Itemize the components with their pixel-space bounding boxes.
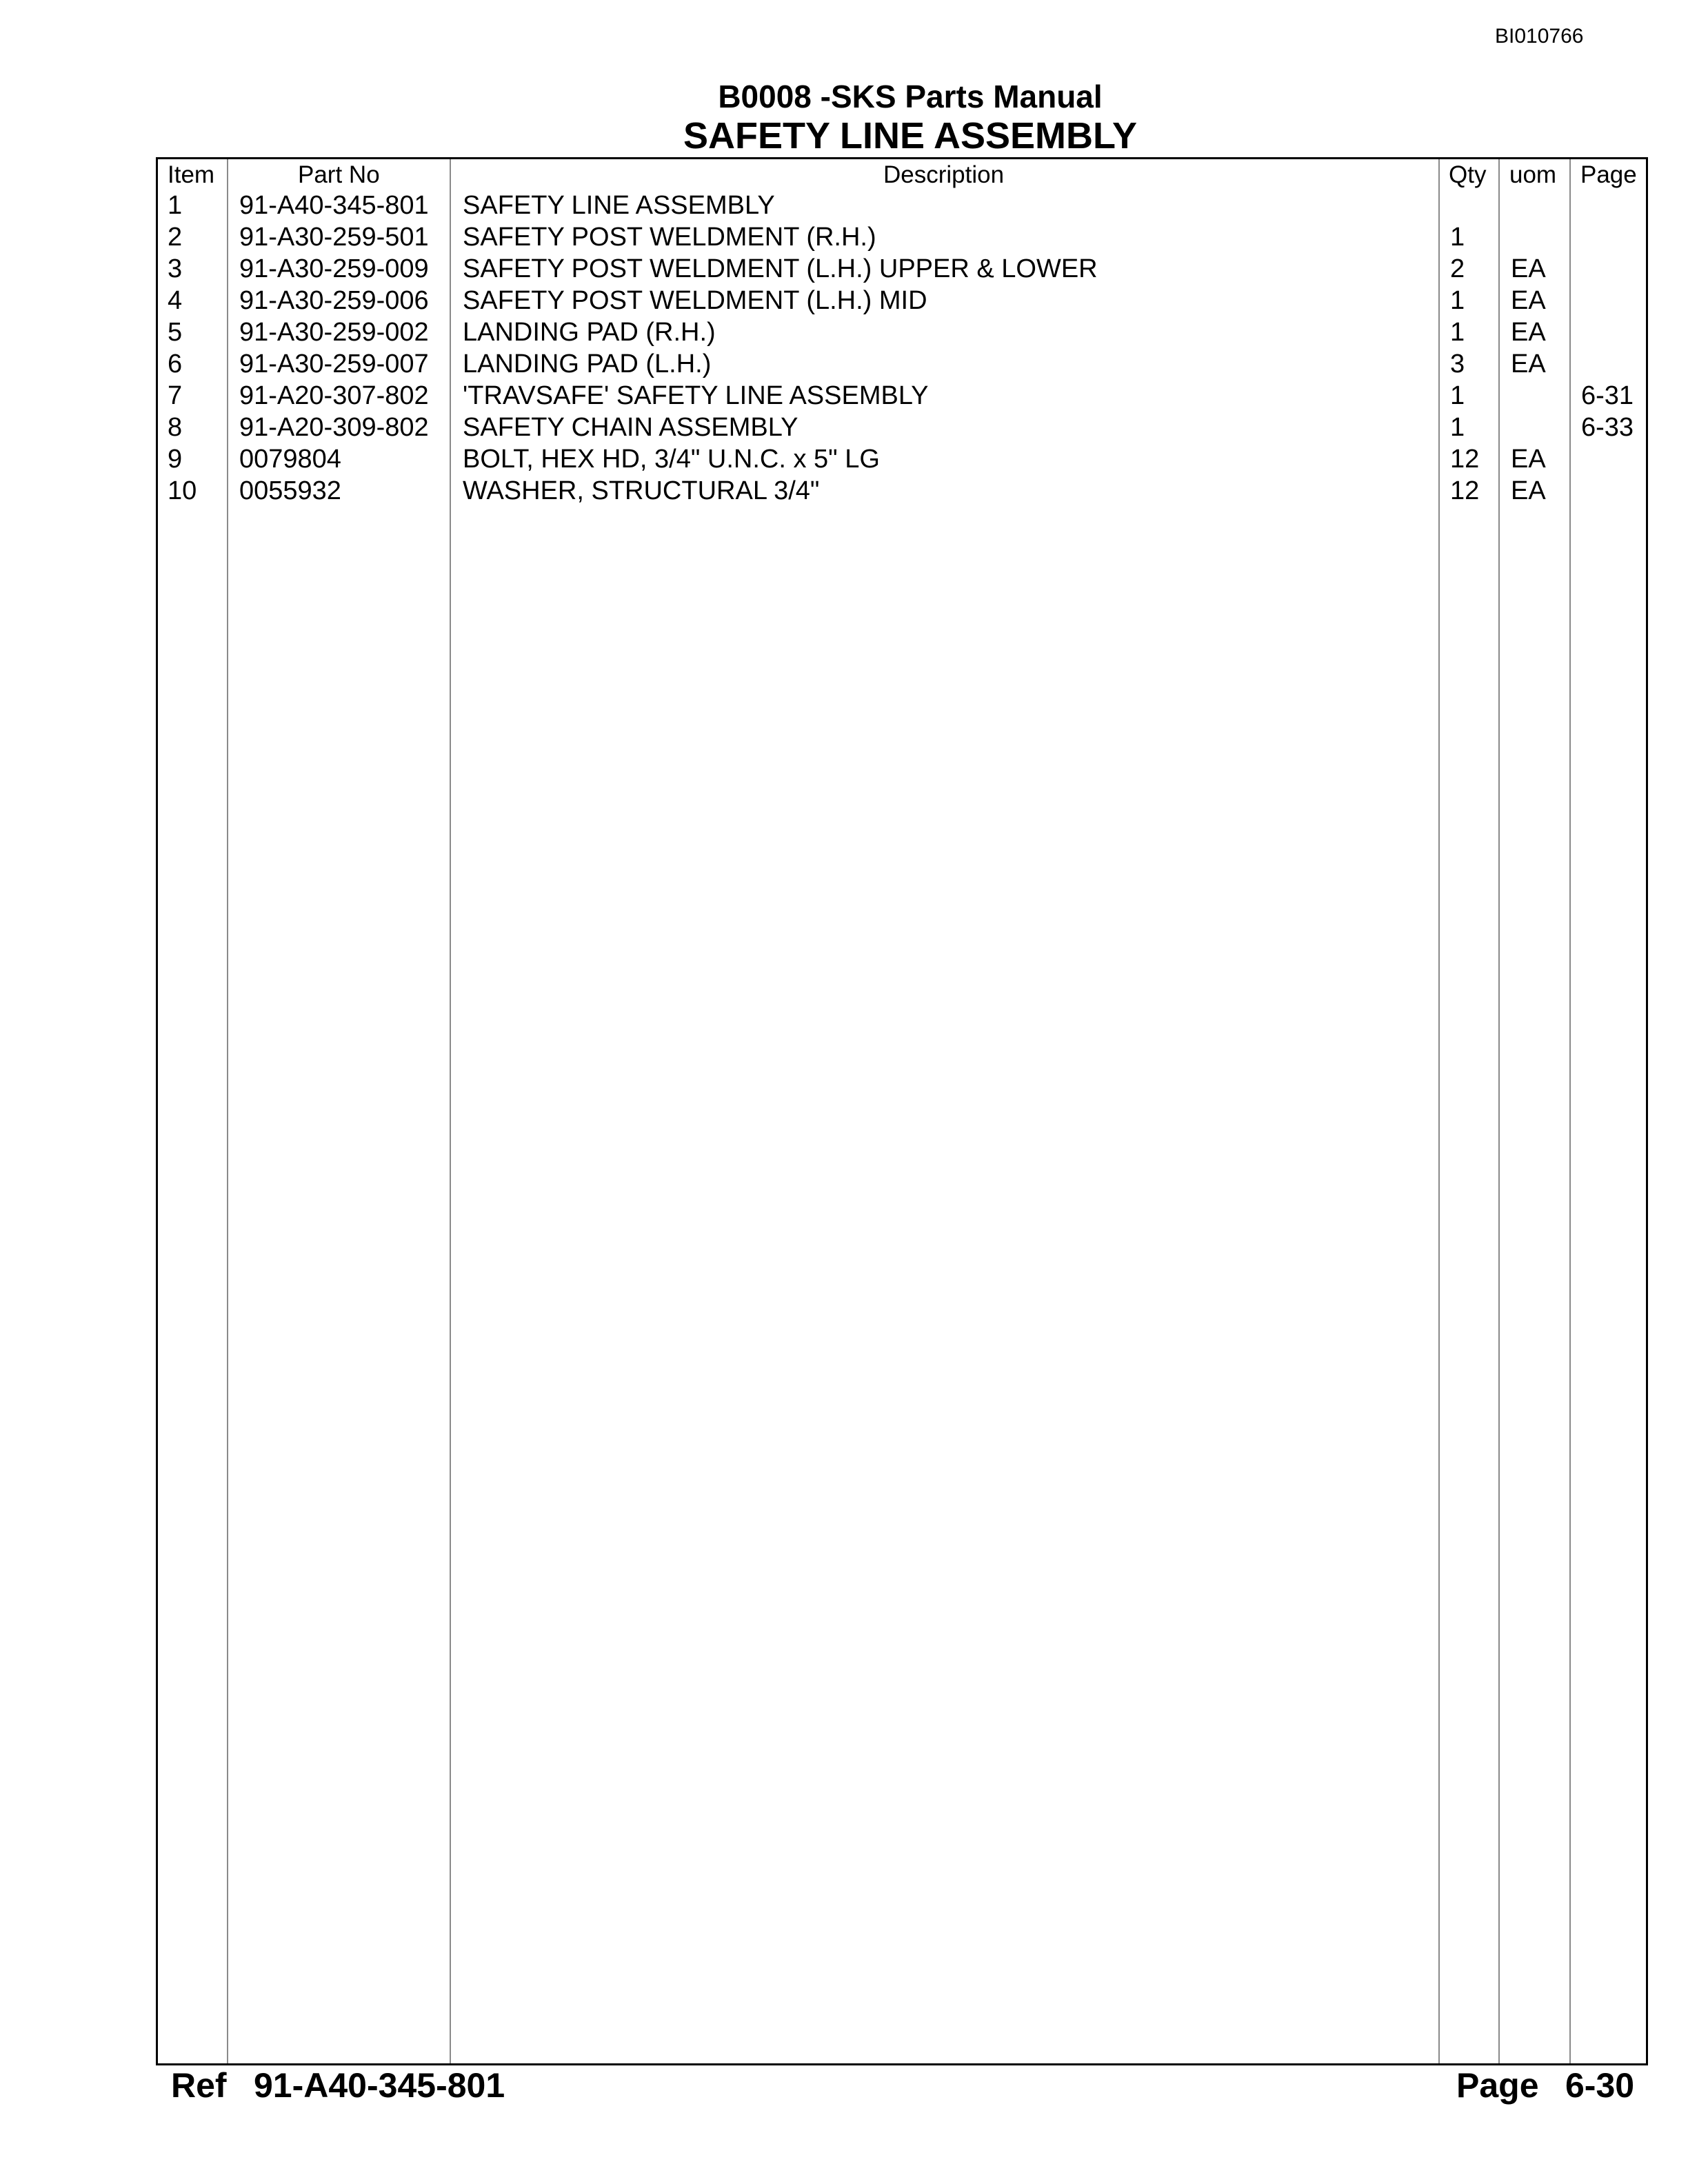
cell-uom: EA	[1511, 445, 1546, 474]
cell-uom: EA	[1511, 286, 1546, 315]
cell-page: 6-33	[1580, 413, 1634, 442]
cell-description: BOLT, HEX HD, 3/4" U.N.C. x 5" LG	[463, 445, 880, 474]
column-divider	[227, 159, 228, 2063]
cell-description: SAFETY POST WELDMENT (R.H.)	[463, 223, 876, 252]
document-id: BI010766	[1495, 25, 1584, 48]
cell-item: 2	[168, 223, 183, 252]
cell-item: 9	[168, 445, 183, 474]
column-divider	[1438, 159, 1440, 2063]
header-description: Description	[883, 161, 1005, 188]
column-divider	[450, 159, 451, 2063]
cell-item: 6	[168, 350, 183, 378]
cell-part-no: 0055932	[239, 476, 341, 505]
cell-uom: EA	[1511, 350, 1546, 378]
header-part-no: Part No	[298, 161, 380, 188]
cell-part-no: 91-A20-309-802	[239, 413, 429, 442]
cell-item: 10	[168, 476, 197, 505]
cell-qty: 1	[1450, 318, 1465, 347]
cell-part-no: 91-A30-259-007	[239, 350, 429, 378]
cell-uom: EA	[1511, 476, 1546, 505]
column-divider	[1498, 159, 1500, 2063]
cell-description: WASHER, STRUCTURAL 3/4"	[463, 476, 820, 505]
header-page: Page	[1580, 161, 1637, 188]
cell-part-no: 91-A30-259-009	[239, 254, 429, 283]
cell-qty: 12	[1450, 476, 1480, 505]
cell-item: 4	[168, 286, 183, 315]
cell-uom: EA	[1511, 318, 1546, 347]
cell-description: SAFETY LINE ASSEMBLY	[463, 191, 775, 220]
cell-qty: 1	[1450, 413, 1465, 442]
header-uom: uom	[1509, 161, 1557, 188]
header-qty: Qty	[1449, 161, 1487, 188]
cell-description: SAFETY POST WELDMENT (L.H.) MID	[463, 286, 927, 315]
cell-qty: 2	[1450, 254, 1465, 283]
cell-description: 'TRAVSAFE' SAFETY LINE ASSEMBLY	[463, 381, 929, 410]
cell-part-no: 0079804	[239, 445, 341, 474]
cell-page: 6-31	[1580, 381, 1634, 410]
cell-part-no: 91-A30-259-501	[239, 223, 429, 252]
footer-page-label: Page	[1456, 2066, 1539, 2105]
cell-description: SAFETY CHAIN ASSEMBLY	[463, 413, 798, 442]
cell-item: 8	[168, 413, 183, 442]
footer-ref-label: Ref	[171, 2066, 227, 2105]
cell-item: 3	[168, 254, 183, 283]
assembly-title: SAFETY LINE ASSEMBLY	[683, 115, 1138, 156]
cell-item: 7	[168, 381, 183, 410]
cell-description: LANDING PAD (L.H.)	[463, 350, 712, 378]
cell-qty: 3	[1450, 350, 1465, 378]
cell-item: 1	[168, 191, 183, 220]
cell-qty: 12	[1450, 445, 1480, 474]
manual-title: B0008 -SKS Parts Manual	[718, 79, 1103, 114]
header-item: Item	[168, 161, 215, 188]
cell-description: SAFETY POST WELDMENT (L.H.) UPPER & LOWER	[463, 254, 1098, 283]
cell-item: 5	[168, 318, 183, 347]
cell-part-no: 91-A30-259-006	[239, 286, 429, 315]
footer-ref-value: 91-A40-345-801	[254, 2066, 505, 2105]
cell-uom: EA	[1511, 254, 1546, 283]
cell-part-no: 91-A40-345-801	[239, 191, 429, 220]
cell-qty: 1	[1450, 381, 1465, 410]
cell-part-no: 91-A30-259-002	[239, 318, 429, 347]
footer-page-value: 6-30	[1565, 2066, 1635, 2105]
cell-qty: 1	[1450, 223, 1465, 252]
cell-part-no: 91-A20-307-802	[239, 381, 429, 410]
cell-qty: 1	[1450, 286, 1465, 315]
cell-description: LANDING PAD (R.H.)	[463, 318, 716, 347]
column-divider	[1569, 159, 1571, 2063]
parts-table	[156, 157, 1648, 2065]
